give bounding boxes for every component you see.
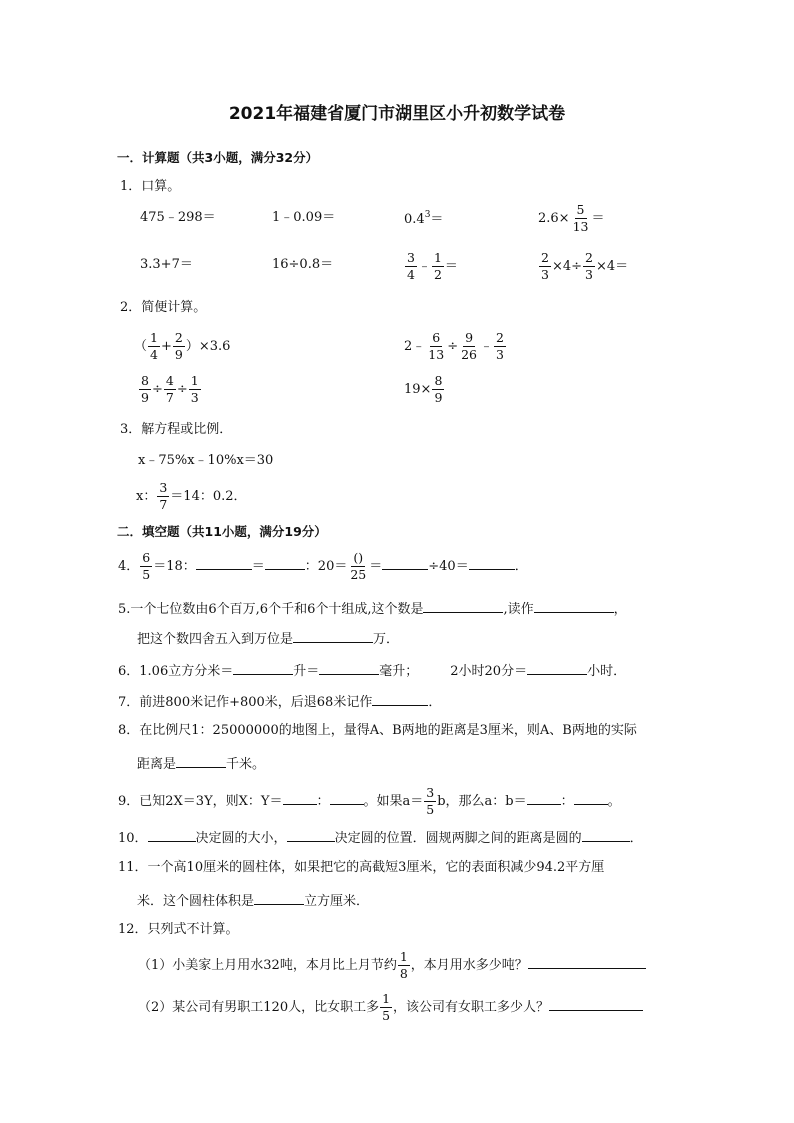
exam-title: 2021年福建省厦门市湖里区小升初数学试卷 <box>228 104 566 124</box>
q8-line-2: 距离是 千米。 <box>137 757 266 772</box>
q4-blank-2[interactable] <box>265 557 305 570</box>
q1-item-b: 1﹣0.09＝ <box>272 210 336 225</box>
q1-item-e: 3.3+7＝ <box>140 257 193 272</box>
q6-blank-milliliters[interactable] <box>319 662 379 675</box>
section-1-heading: 一．计算题（共3小题，满分32分） <box>117 150 319 165</box>
q1-item-h: $\frac{2}{3}$ ×4÷ $\frac{2}{3}$ ×4＝ <box>541 250 629 282</box>
q9-blank-b[interactable] <box>574 792 608 805</box>
q1-c-base: 0.4 <box>404 212 425 227</box>
q3-b-fraction: $\frac{3}{7}$ <box>159 480 168 512</box>
q5-line-1: 5.一个七位数由6个百万,6个千和6个十组成,这个数是 ,读作 ， <box>118 602 627 617</box>
q12-s2-fraction: $\frac{1}{5}$ <box>382 991 391 1023</box>
q12-s2-answer-blank[interactable] <box>549 998 643 1011</box>
q1-label: 1．口算。 <box>120 179 181 194</box>
q4-blank-4[interactable] <box>469 557 515 570</box>
q7-line: 7．前进800米记作+800米，后退68米记作 ． <box>118 695 442 710</box>
q12-s1-answer-blank[interactable] <box>528 956 646 969</box>
q8-line-1: 8．在比例尺1：25000000的地图上，量得A、B两地的距离是3厘米，则A、B两地的实际 <box>118 723 637 738</box>
q2-c-fraction-1: $\frac{8}{9}$ <box>141 373 149 405</box>
q2-a-fraction-2: $\frac{2}{9}$ <box>174 330 183 362</box>
q10-line: 10． 决定圆的大小， 决定圆的位置．圆规两脚之间的距离是圆的 ． <box>118 831 643 846</box>
q4-blank-3[interactable] <box>382 557 428 570</box>
q9-fraction: $\frac{3}{5}$ <box>426 785 435 817</box>
q6-line: 6．1.06立方分米＝ 升＝ 毫升； 2小时20分＝ 小时． <box>118 664 627 679</box>
q1-d-prefix: 2.6× <box>538 210 570 226</box>
q9-blank-y[interactable] <box>330 792 364 805</box>
q4-fraction-1: $\frac{6}{5}$ <box>142 550 151 582</box>
q2-a-fraction-1: $\frac{1}{4}$ <box>150 330 158 362</box>
q1-d-fraction: $\frac{5}{13}$ <box>572 202 589 234</box>
q11-line-1: 11．一个高10厘米的圆柱体，如果把它的高截短3厘米，它的表面积减少94.2平方厘 <box>118 860 605 875</box>
q5-blank-rounded[interactable] <box>293 630 373 643</box>
q6-blank-liters[interactable] <box>233 662 293 675</box>
q1-item-d <box>538 203 605 234</box>
q3-label: 3．解方程或比例． <box>120 422 233 437</box>
q11-blank[interactable] <box>254 892 304 905</box>
q10-blank-distance[interactable] <box>582 829 630 842</box>
q9-blank-a[interactable] <box>527 792 561 805</box>
q10-blank-position[interactable] <box>287 829 335 842</box>
q12-label: 12．只列式不计算。 <box>118 922 239 937</box>
q4-row: 4． $\frac{6}{5}$ ＝18： ＝ ：20＝ $\frac{()}{25}$ ＝ ÷40＝ ． <box>118 550 528 582</box>
q1-item-a: 475﹣298＝ <box>140 210 216 225</box>
q11-line-2: 米．这个圆柱体积是 立方厘米． <box>137 894 370 909</box>
q5-blank-reading[interactable] <box>534 600 614 613</box>
q3-equation-a: x﹣75%x﹣10%x＝30 <box>138 453 274 468</box>
q10-blank-size[interactable] <box>148 829 196 842</box>
q1-g-fraction-2: $\frac{1}{2}$ <box>433 250 442 282</box>
q2-b-fraction-2: $\frac{9}{26}$ <box>461 330 477 362</box>
q4-blank-1[interactable] <box>196 557 252 570</box>
q2-c-fraction-2: $\frac{4}{7}$ <box>165 373 174 405</box>
q2-b-fraction-1: $\frac{6}{13}$ <box>428 330 445 362</box>
q1-h-fraction-2: $\frac{2}{3}$ <box>585 250 593 282</box>
q2-b-fraction-3: $\frac{2}{3}$ <box>496 330 504 362</box>
q5-line-2: 把这个数四舍五入到万位是 万． <box>137 632 400 647</box>
q6-blank-hours[interactable] <box>527 662 587 675</box>
q2-item-c: $\frac{8}{9}$ ÷ $\frac{4}{7}$ ÷ $\frac{1}{3}$ <box>141 373 199 405</box>
q2-c-fraction-3: $\frac{1}{3}$ <box>190 373 199 405</box>
q1-d-tail: ＝ <box>591 210 605 226</box>
q5-blank-number[interactable] <box>423 600 503 613</box>
q1-h-fraction-1: $\frac{2}{3}$ <box>541 250 549 282</box>
q7-blank[interactable] <box>372 693 428 706</box>
q2-item-b: 2﹣ $\frac{6}{13}$ ÷ $\frac{9}{26}$ ﹣ $\frac{2}{3}$ <box>404 330 504 362</box>
q2-label: 2．简便计算。 <box>120 300 207 315</box>
q12-sub-2: （2）某公司有男职工120人，比女职工多 $\frac{1}{5}$ ，该公司有女职工多少人？ <box>138 992 643 1023</box>
q1-c-exponent: 3 <box>424 210 431 220</box>
q1-item-f: 16÷0.8＝ <box>272 257 334 272</box>
q4-fraction-2: $\frac{()}{25}$ <box>350 550 367 582</box>
q2-d-fraction: $\frac{8}{9}$ <box>434 373 443 405</box>
q2-item-a: （ $\frac{1}{4}$ + $\frac{2}{9}$ ）×3.6 <box>134 330 231 362</box>
q2-item-d: 19× $\frac{8}{9}$ <box>404 373 443 405</box>
q1-g-fraction-1: $\frac{3}{4}$ <box>407 250 415 282</box>
section-2-heading: 二．填空题（共11小题，满分19分） <box>117 524 327 539</box>
q9-line: 9．已知2X＝3Y，则X：Y＝ ： 。如果a＝ $\frac{3}{5}$ b，那么a：b＝ ： 。 <box>118 785 621 817</box>
q1-c-tail: ＝ <box>430 212 444 227</box>
q9-blank-x[interactable] <box>283 792 317 805</box>
q1-item-g: $\frac{3}{4}$ ﹣ $\frac{1}{2}$ ＝ <box>407 250 458 282</box>
q8-blank[interactable] <box>176 755 226 768</box>
q12-sub-1: （1）小美家上月用水32吨，本月比上月节约 $\frac{1}{8}$ ，本月用水多少吨？ <box>138 950 646 981</box>
q3-proportion-b: x： $\frac{3}{7}$ ＝14：0.2． <box>136 480 247 512</box>
q12-s1-fraction: $\frac{1}{8}$ <box>399 949 408 981</box>
q1-item-c <box>404 211 443 226</box>
